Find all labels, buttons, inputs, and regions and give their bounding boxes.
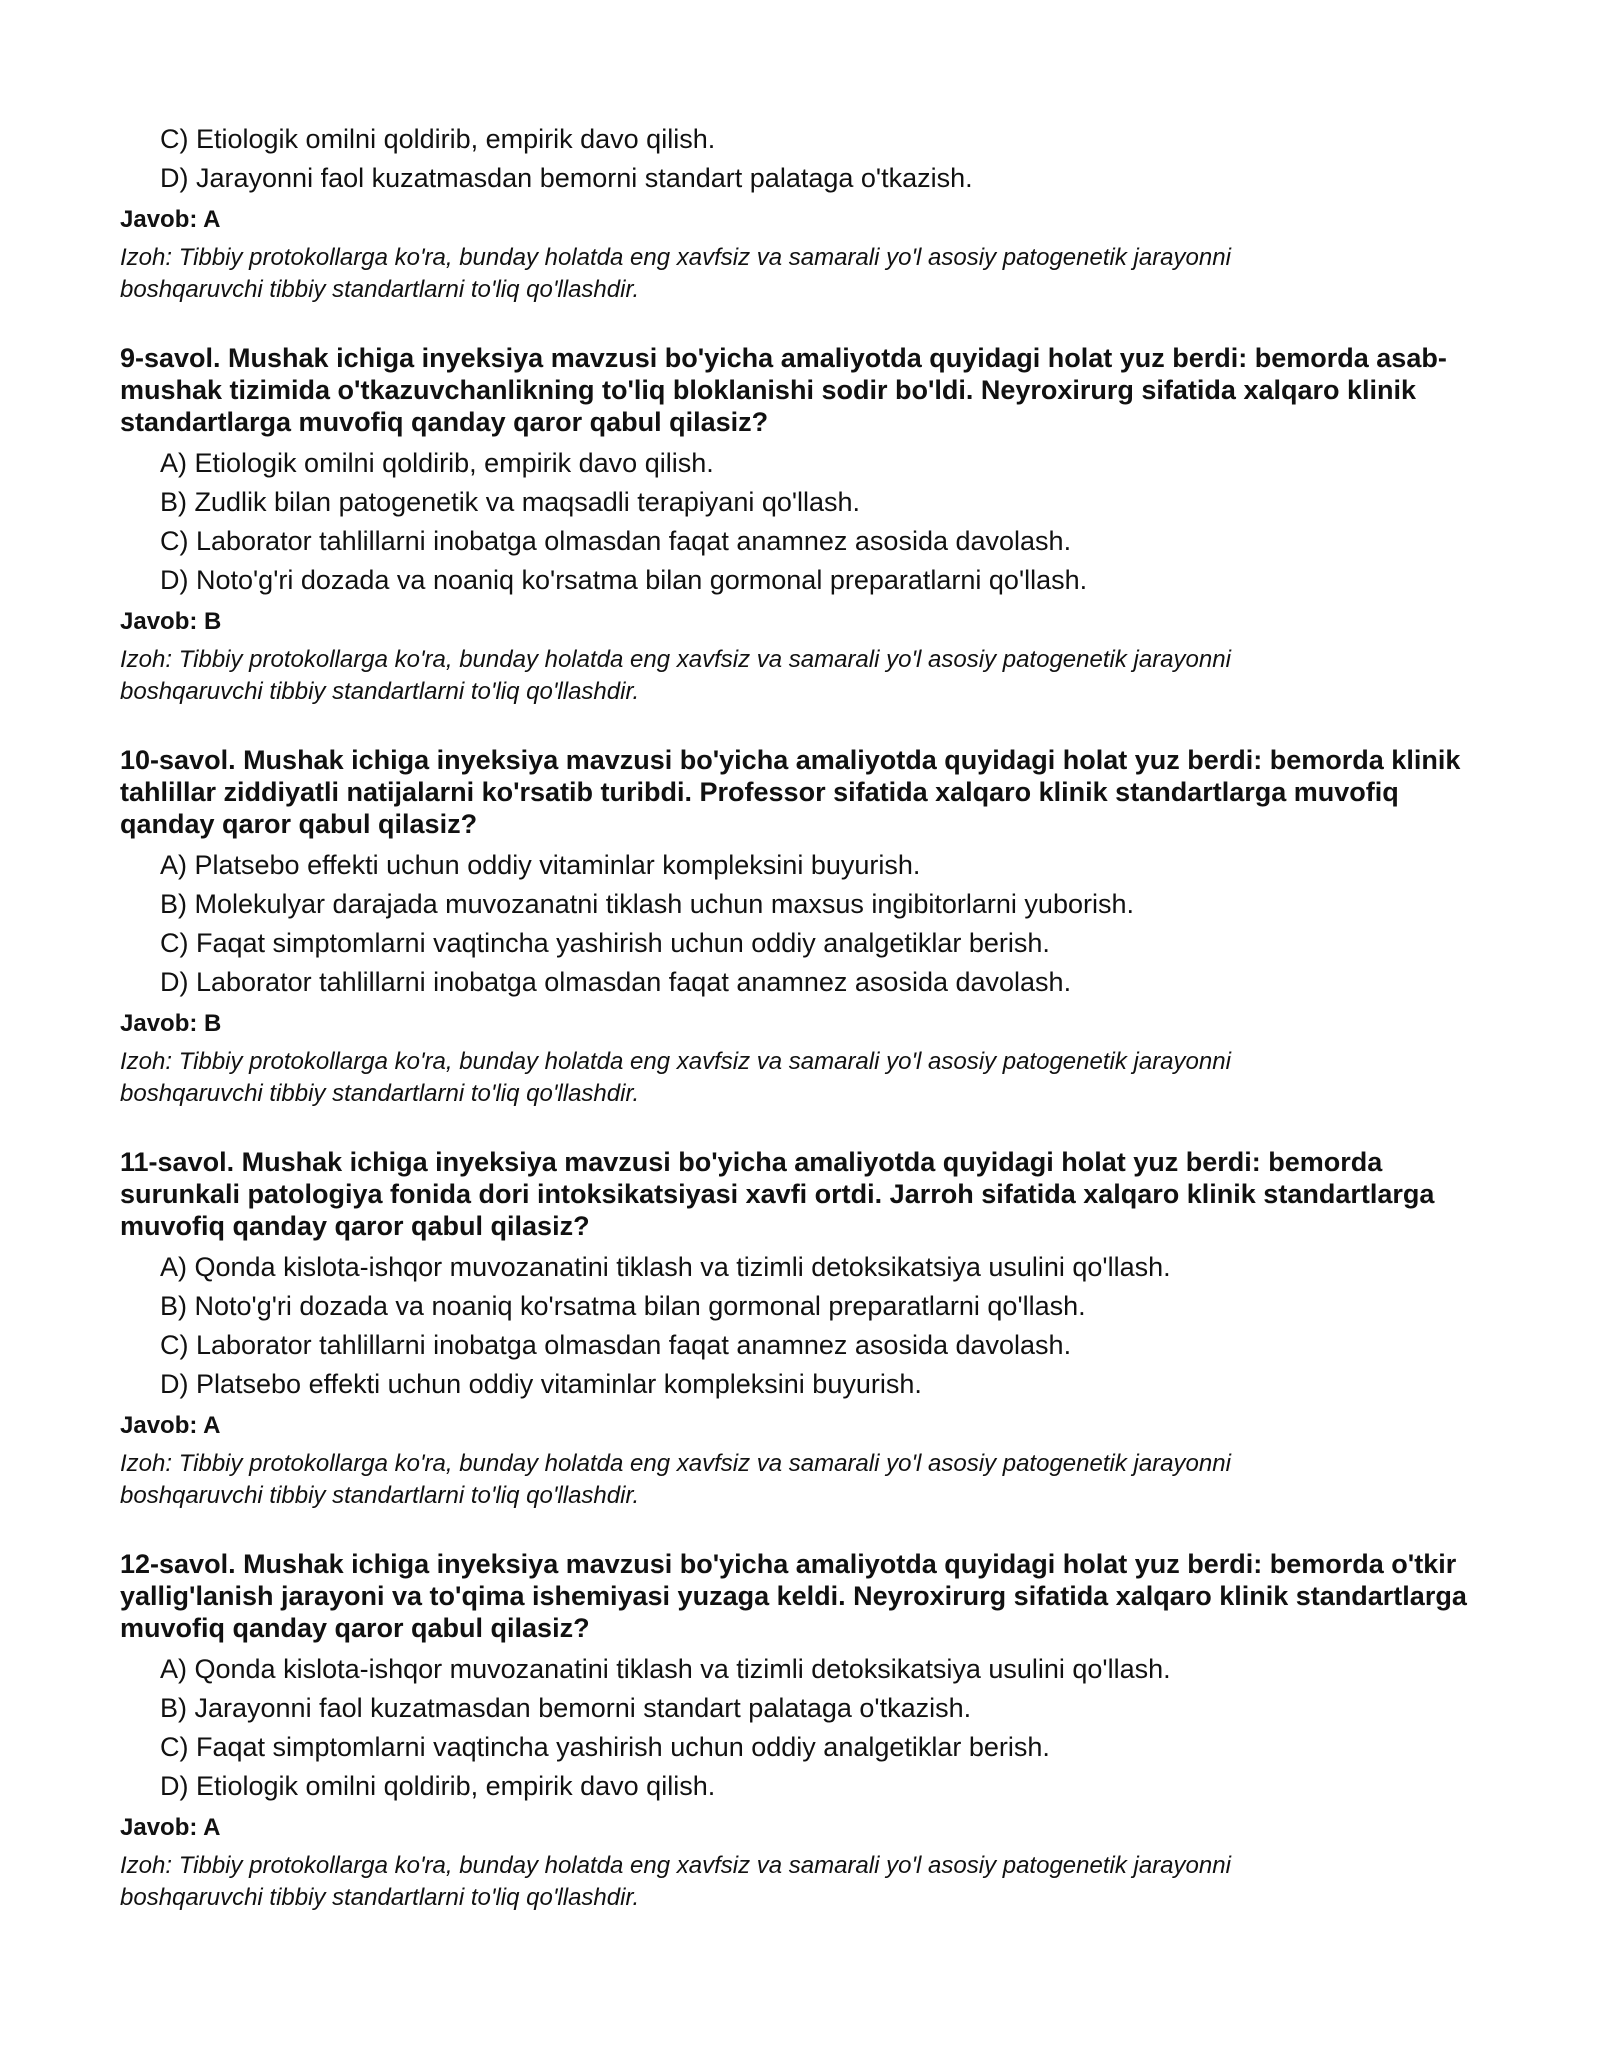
question-text: 9-savol. Mushak ichiga inyeksiya mavzusi bo'yicha amaliyotda quyidagi holat yuz berdi: bemorda asab-mushak tizimida o'tkazuvchanlikning to'liq bloklanishi sodir bo'ldi. Neyroxirurg sifatida xalqaro klinik standartlarga muvofiq qanday qaror qabul qilasiz? — [120, 343, 1447, 437]
answer-label: Javob: B — [120, 608, 222, 635]
explanation-note: Izoh: Tibbiy protokollarga ko'ra, bunday holatda eng xavfsiz va samarali yo'l asosiy patogenetik jarayonni boshqaruvchi tibbiy standartlarni to'liq qo'llashdir. — [120, 244, 1231, 303]
answer-label: Javob: A — [120, 1412, 221, 1439]
question-9 — [120, 342, 1480, 708]
options-list — [120, 846, 1480, 1002]
options-list — [120, 120, 1480, 198]
option-d: D) Jarayonni faol kuzatmasdan bemorni standart palataga o'tkazish. — [160, 163, 973, 193]
explanation-note: Izoh: Tibbiy protokollarga ko'ra, bunday holatda eng xavfsiz va samarali yo'l asosiy patogenetik jarayonni boshqaruvchi tibbiy standartlarni to'liq qo'llashdir. — [120, 1450, 1231, 1509]
option-d: D) Platsebo effekti uchun oddiy vitaminlar kompleksini buyurish. — [160, 1369, 922, 1399]
options-list — [120, 1248, 1480, 1404]
option-d: D) Noto'g'ri dozada va noaniq ko'rsatma bilan gormonal preparatlarni qo'llash. — [160, 565, 1088, 595]
option-a: A) Qonda kislota-ishqor muvozanatini tiklash va tizimli detoksikatsiya usulini qo'llash. — [160, 1252, 1171, 1282]
options-list — [120, 1650, 1480, 1806]
answer-label: Javob: B — [120, 1010, 222, 1037]
question-text: 10-savol. Mushak ichiga inyeksiya mavzusi bo'yicha amaliyotda quyidagi holat yuz berdi: bemorda klinik tahlillar ziddiyatli natijalarni ko'rsatib turibdi. Professor sifatida xalqaro klinik standartlarga muvofiq qanday qaror qabul qilasiz? — [120, 745, 1461, 839]
answer-label: Javob: A — [120, 1814, 221, 1841]
option-a: A) Etiologik omilni qoldirib, empirik davo qilish. — [160, 448, 714, 478]
option-d: D) Laborator tahlillarni inobatga olmasdan faqat anamnez asosida davolash. — [160, 967, 1072, 997]
explanation-note: Izoh: Tibbiy protokollarga ko'ra, bunday holatda eng xavfsiz va samarali yo'l asosiy patogenetik jarayonni boshqaruvchi tibbiy standartlarni to'liq qo'llashdir. — [120, 1048, 1231, 1107]
option-c: C) Faqat simptomlarni vaqtincha yashirish uchun oddiy analgetiklar berish. — [160, 928, 1050, 958]
document-page — [120, 120, 1480, 1914]
question-text: 11-savol. Mushak ichiga inyeksiya mavzusi bo'yicha amaliyotda quyidagi holat yuz berdi: bemorda surunkali patologiya fonida dori intoksikatsiyasi xavfi ortdi. Jarroh sifatida xalqaro klinik standartlarga muvofiq qanday qaror qabul qilasiz? — [120, 1147, 1435, 1241]
option-b: B) Jarayonni faol kuzatmasdan bemorni standart palataga o'tkazish. — [160, 1693, 972, 1723]
option-b: B) Zudlik bilan patogenetik va maqsadli terapiyani qo'llash. — [160, 487, 861, 517]
answer-label: Javob: A — [120, 206, 221, 233]
option-c: C) Faqat simptomlarni vaqtincha yashirish uchun oddiy analgetiklar berish. — [160, 1732, 1050, 1762]
question-12 — [120, 1548, 1480, 1914]
option-a: A) Platsebo effekti uchun oddiy vitaminlar kompleksini buyurish. — [160, 850, 921, 880]
option-d: D) Etiologik omilni qoldirib, empirik davo qilish. — [160, 1771, 716, 1801]
explanation-note: Izoh: Tibbiy protokollarga ko'ra, bunday holatda eng xavfsiz va samarali yo'l asosiy patogenetik jarayonni boshqaruvchi tibbiy standartlarni to'liq qo'llashdir. — [120, 1852, 1231, 1911]
option-a: A) Qonda kislota-ishqor muvozanatini tiklash va tizimli detoksikatsiya usulini qo'llash. — [160, 1654, 1171, 1684]
options-list — [120, 444, 1480, 600]
question-8-continued — [120, 120, 1480, 306]
option-b: B) Noto'g'ri dozada va noaniq ko'rsatma bilan gormonal preparatlarni qo'llash. — [160, 1291, 1086, 1321]
option-b: B) Molekulyar darajada muvozanatni tiklash uchun maxsus ingibitorlarni yuborish. — [160, 889, 1134, 919]
option-c: C) Laborator tahlillarni inobatga olmasdan faqat anamnez asosida davolash. — [160, 526, 1072, 556]
question-11 — [120, 1146, 1480, 1512]
option-c: C) Etiologik omilni qoldirib, empirik davo qilish. — [160, 124, 716, 154]
question-text: 12-savol. Mushak ichiga inyeksiya mavzusi bo'yicha amaliyotda quyidagi holat yuz berdi: bemorda o'tkir yallig'lanish jarayoni va to'qima ishemiyasi yuzaga keldi. Neyroxirurg sifatida xalqaro klinik standartlarga muvofiq qanday qaror qabul qilasiz? — [120, 1549, 1467, 1643]
option-c: C) Laborator tahlillarni inobatga olmasdan faqat anamnez asosida davolash. — [160, 1330, 1072, 1360]
explanation-note: Izoh: Tibbiy protokollarga ko'ra, bunday holatda eng xavfsiz va samarali yo'l asosiy patogenetik jarayonni boshqaruvchi tibbiy standartlarni to'liq qo'llashdir. — [120, 646, 1231, 705]
question-10 — [120, 744, 1480, 1110]
